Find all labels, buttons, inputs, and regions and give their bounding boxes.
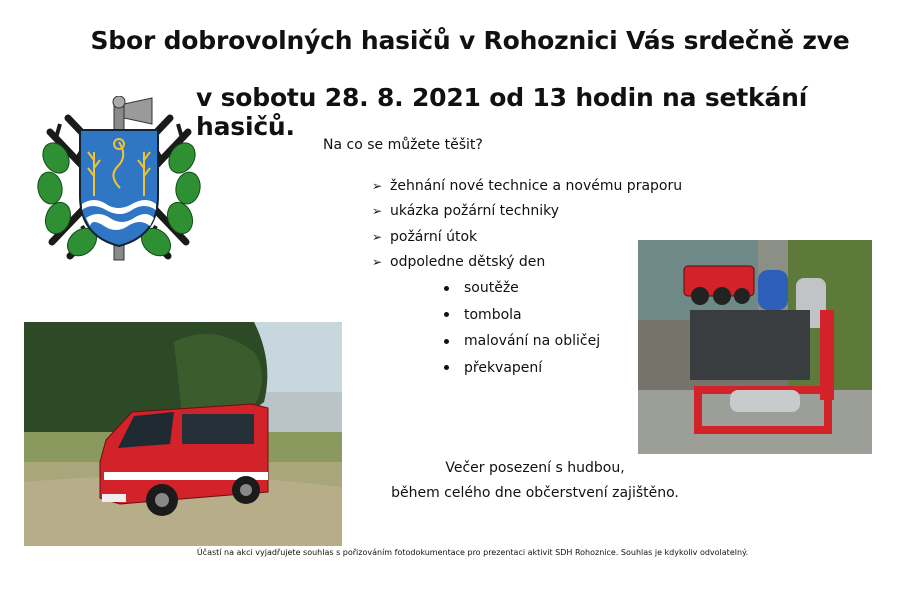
list-item: ➢ odpoledne dětský den xyxy=(372,254,546,271)
list-item: ➢ ukázka požární techniky xyxy=(372,203,559,220)
dot-bullet-icon xyxy=(444,339,449,344)
fire-brigade-emblem-icon xyxy=(28,96,210,266)
kids-day-list xyxy=(444,275,600,381)
program-list xyxy=(372,173,682,275)
arrow-bullet-icon: ➢ xyxy=(372,229,383,244)
list-item: ➢ žehnání nové technice a novému praporu xyxy=(372,177,683,194)
arrow-bullet-icon: ➢ xyxy=(372,204,383,219)
program-intro: Na co se můžete těšit? xyxy=(323,137,483,153)
list-item: malování na obličej xyxy=(444,328,600,355)
photo-consent-footer: Účastí na akci vyjadřujete souhlas s pořizováním fotodokumentace pro prezentaci aktivit SDH Rohoznice. Souhlas je kdykoliv odvolatelný. xyxy=(196,548,749,557)
dot-bullet-icon xyxy=(444,365,449,370)
invitation-title-line-1: Sbor dobrovolných hasičů v Rohoznici Vás srdečně zve xyxy=(90,26,850,55)
evening-line-2: během celého dne občerstvení zajištěno. xyxy=(391,485,679,501)
list-item: soutěže xyxy=(444,275,600,302)
fire-van-photo xyxy=(24,322,342,546)
dot-bullet-icon xyxy=(444,312,449,317)
evening-line-1: Večer posezení s hudbou, xyxy=(445,460,625,476)
dot-bullet-icon xyxy=(444,286,449,291)
arrow-bullet-icon: ➢ xyxy=(372,255,383,270)
fire-pump-photo xyxy=(638,240,872,454)
invitation-title-line-2: v sobotu 28. 8. 2021 od 13 hodin na setkání hasičů. xyxy=(196,83,808,141)
list-item: překvapení xyxy=(444,355,600,382)
list-item: tombola xyxy=(444,302,600,329)
arrow-bullet-icon: ➢ xyxy=(372,178,383,193)
evening-info xyxy=(380,456,690,506)
list-item: ➢ požární útok xyxy=(372,228,478,245)
